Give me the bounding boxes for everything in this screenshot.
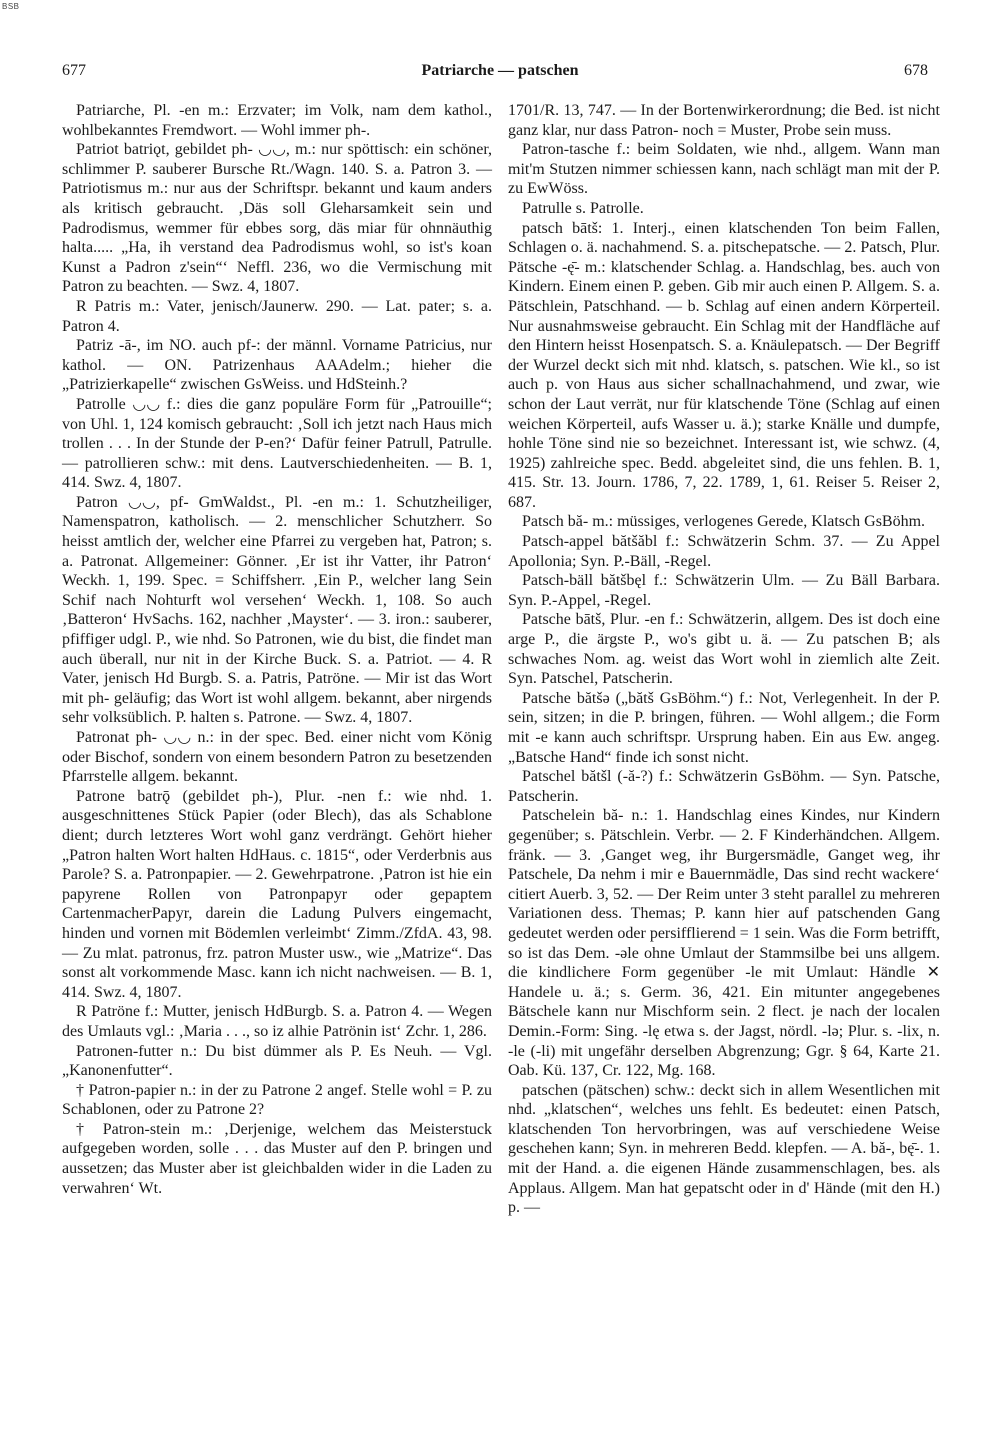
entry-patsch: patsch bātš: 1. Interj., einen klatschenden Ton beim Fallen, Schlagen o. ä. nachahmend. S. a. pitschepatsche. — 2. Patsch, Plur. Pätsche -ę̄- m.: klatschender Schlag. a. Handschlag, bes. auch von Kindern. Einem einen P. geben. Gib mir auch einen P. Allgem. S. a. Pätschlein, Patschhand. — b. Schlag auf einen andern Körperteil. Nur ausnahmsweise gebraucht. Ein Schlag mit der Handfläche auf den Hintern heisst Hosenpatsch. S. a. Knäulepatsch. — Der Begriff der Wurzel deckt sich mit nhd. klatsch, s. patschen. Wie kl., so ist auch p. von Haus aus sicher schallnachahmend, und zwar, wie schon der Laut verrät, nur für klatschende Töne (Schlag auf einen weichen Körperteil, aufs Wasser u. ä.); starke Knälle und dumpfe, hohle Töne sind nie so bezeichnet. Interessant ist, wie schwz. (4, 1925) zahlreiche spec. Bedd. abgeleitet sind, die uns fehlen. B. 1, 415. Str. 13. Journ. 1786, 7, 22. 1789, 1, 61. Reiser 5. Reiser 2, 687. (508, 219, 940, 511)
entry-patron-stein-continued: 1701/R. 13, 747. — In der Bortenwirkerordnung; die Bed. ist nicht ganz klar, nur dass Patron- noch = Muster, Probe sein muss. (508, 102, 940, 139)
entry-patsche-schwaetzerin: Patsche bātš, Plur. -en f.: Schwätzerin, allgem. Des ist doch eine arge P., die ärgste P., wo's gibt u. ä. — Zu patschen B; als schwaches Nom. ag. weist das Wort wohl in ziemlich alte Zeit. Syn. Patschel, Patscherin. (508, 611, 940, 688)
entry-patron-tasche: Patron-tasche f.: beim Soldaten, wie nhd., allgem. Wann man mit'm Stutzen nimmer schiessen kann, nach schlägt man mit der P. zu EwWöss. (508, 141, 940, 198)
entry-patsch-gerede: Patsch bă- m.: müssiges, verlogenes Gerede, Klatsch GsBöhm. (522, 513, 926, 531)
entry-patschen: patschen (pätschen) schw.: deckt sich in allem Wesentlichen mit nhd. „klatschen“, welches uns fehlt. Es bedeutet: einen Patsch, klatschenden Ton hervorbringen, was auf verschiedene Weise geschehen kann; Syn. in mehreren Bedd. klepfen. — A. bă-, bę̄-. 1. mit der Hand. a. die eigenen Hände zusammenschlagen, bes. als Applaus. Allgem. Man hat gepatscht oder in d' Hände (mit den H.) p. — (508, 1081, 940, 1217)
entry-patriz: Patriz -ā-, im NO. auch pf-: der männl. Vorname Patricius, nur kathol. — ON. Patrizenhaus AAAdelm.; hieher die „Patrizierkapelle“ zwischen GsWeiss. und HdSteinh.? (62, 337, 492, 394)
right-column (508, 101, 940, 1218)
entry-patrulle: Patrulle s. Patrolle. (522, 199, 644, 217)
entry-patron-stein: † Patron-stein m.: ‚Derjenige, welchem das Meisterstuck aufgegeben worden, solle . . . das Muster auf den P. bringen und aussetzen; das Muster aber ist gleichbalden wider in die Laden zu verwahren‘ Wt. (62, 1120, 492, 1197)
left-column (62, 101, 492, 1198)
entry-patsch-appel: Patsch-appel bătšăbl f.: Schwätzerin Schm. 37. — Zu Appel Apollonia; Syn. P.-Bäll, -Regel. (508, 533, 940, 570)
entry-patronat: Patronat ph- ◡◡ n.: in der spec. Bed. einer nicht vom König oder Bischof, sondern von einem besondern Patron zu besetzenden Pfarrstelle allgem. bekannt. (62, 729, 492, 786)
entry-patsche-not: Patsche bătšə („bătš GsBöhm.“) f.: Not, Verlegenheit. In der P. sein, sitzen; in die P. bringen, führen. — Wohl allgem.; die Form mit -e kann auch schriftspr. Ursprung haben. Ein aus Ew. angeg. „Batsche Hand“ finde ich sonst nicht. (508, 689, 940, 766)
entry-patris: R Patris m.: Vater, jenisch/Jaunerw. 290. — Lat. pater; s. a. Patron 4. (62, 297, 492, 335)
entry-patsch-baell: Patsch-bäll bătšbęl f.: Schwätzerin Ulm. — Zu Bäll Barbara. Syn. P.-Appel, -Regel. (508, 572, 940, 609)
entry-patronen-futter: Patronen-futter n.: Du bist dümmer als P. Es Neuh. — Vgl. „Kanonenfutter“. (62, 1042, 492, 1080)
running-head: Patriarche — patschen (421, 62, 579, 79)
entry-patrone: Patrone batrǭ (gebildet ph-), Plur. -nen f.: wie nhd. 1. ausgeschnittenes Stück Papier (oder Blech), das als Schablone dient; durch letzteres Wort wohl ganz verdrängt. Gehört hieher „Patron halten Wort halten HdHaus. c. 1815“, oder Verderbnis aus Parole? S. a. Patronpapier. — 2. Gewehrpatrone. ‚Patron ist hie ein papyrene Rollen von Patronpapyr oder gepaptem CartenmacherPapyr, darein die Ladung Pulvers eingemacht, hinden und vornen mit Bödemlen verleimbt‘ Zimm./ZfdA. 43, 98. — Zu mlat. patronus, frz. patron Muster usw., wie „Matrize“. Das sonst alt vorkommende Masc. kann ich nicht nachweisen. — B. 1, 414. Swz. 4, 1807. (62, 787, 492, 1001)
page-header (0, 62, 1000, 86)
entry-patriot: Patriot batriǫt, gebildet ph- ◡◡, m.: nur spöttisch: ein schöner, schlimmer P. sauberer Bursche Rt./Wagn. 140. S. a. Patron 3. — Patriotismus m.: nur aus der Schriftspr. bekannt und kaum anders als kritisch gebraucht. ‚Däs soll Gleharsamkeit sein und Padrodismus, wemmer für ebbes sorg, däs miar für ohnnäuthig halta..... „Ha, ih verstand dea Padrodismus wohl, so ist's koan Kunst a Padron z'sein“‘ Neffl. 236, wo die Vermischung mit Patron zu beachten. — Swz. 4, 1807. (62, 141, 492, 296)
entry-patriarche: Patriarche, Pl. -en m.: Erzvater; im Volk, nam dem kathol., wohlbekanntes Fremdwort. — Wohl immer ph-. (62, 102, 492, 139)
entry-patrolle: Patrolle ◡◡ f.: dies die ganz populäre Form für „Patrouille“; von Uhl. 1, 124 komisch gebraucht: ‚Soll ich jetzt nach Haus mich trollen . . . In der Stunde der P-en?‘ Dafür feiner Patrull, Patrulle. — patrollieren schw.: mit dens. Lautverschiedenheiten. — B. 1, 414. Swz. 4, 1807. (62, 395, 492, 492)
page-number-right: 678 (904, 62, 928, 79)
page-number-left: 677 (62, 62, 86, 79)
entry-patschel: Patschel bătšl (-ă-?) f.: Schwätzerin GsBöhm. — Syn. Patsche, Patscherin. (508, 768, 940, 805)
library-mark: BSB (2, 2, 20, 11)
entry-patschelein: Patschelein bă- n.: 1. Handschlag eines Kindes, nur Kindern gegenüber; s. Pätschlein. Verbr. — 2. F Kinderhändchen. Allgem. fränk. — 3. ‚Ganget weg, ihr Burgersmädle, Ganget weg, ihr Patschele, Da nehm i mir e Bauernmädle, Das sind recht wackere‘ citiert Auerb. 3, 52. — Der Reim unter 3 steht parallel zu mehreren Variationen dess. Themas; P. kann hier auf patschenden Gang gedeutet werden oder persifflierend = 1 sein. Was die Form betrifft, so ist das Dem. -əle ohne Umlaut der Stammsilbe bei uns allgem. die kindlichere Form gegenüber -le mit Umlaut: Händle ✕ Handele u. ä.; s. Germ. 36, 421. Ein mitunter angegebenes Bätschele kann nur Mischform sein. 2 flect. je nach der localen Demin.-Form: Sing. -lę etwa s. der Jagst, nördl. -lə; Plur. s. -lix, n. -le (-li) mit ungefähr derselben Abgrenzung; Ggr. § 64, Karte 21. Oab. Kü. 137, Cr. 122, Mg. 168. (508, 807, 940, 1080)
entry-patron: Patron ◡◡, pf- GmWaldst., Pl. -en m.: 1. Schutzheiliger, Namenspatron, katholisch. — 2. menschlicher Schutzherr. So heisst amtlich der, welcher eine Pfarrei zu vergeben hat, Patron; s. a. Patronat. Allgemeiner: Gönner. ‚Er ist ihr Vatter, ihr Patron‘ Weckh. 1, 199. Spec. = Schiffsherr. ‚Ein P., welcher lang Sein Schif nach Nohturft wol versehen‘ Weckh. 1, 108. So auch ‚Batteron‘ HvSachs. 162, nachher ‚Maysterʻ. — 3. iron.: sauberer, pfiffiger udgl. P., wie nhd. So Patronen, wie du bist, die findet man auch überall, nur nit in der Kirche Buck. S. a. Patriot. — 4. R Vater, jenisch Hd Burgb. S. a. Patris, Patröne. — Mir ist das Wort mit ph- geläufig; das Wort ist wohl allgem. bekannt, aber nirgends sehr volksüblich. P. halten s. Patrone. — Swz. 4, 1807. (62, 493, 492, 727)
entry-patron-papier: † Patron-papier n.: in der zu Patrone 2 angef. Stelle wohl = P. zu Schablonen, oder zu Patrone 2? (62, 1081, 492, 1119)
entry-patroene: R Patröne f.: Mutter, jenisch HdBurgb. S. a. Patron 4. — Wegen des Umlauts vgl.: ‚Maria . . ., so iz alhie Patrönin ist‘ Zchr. 1, 286. (62, 1003, 492, 1040)
